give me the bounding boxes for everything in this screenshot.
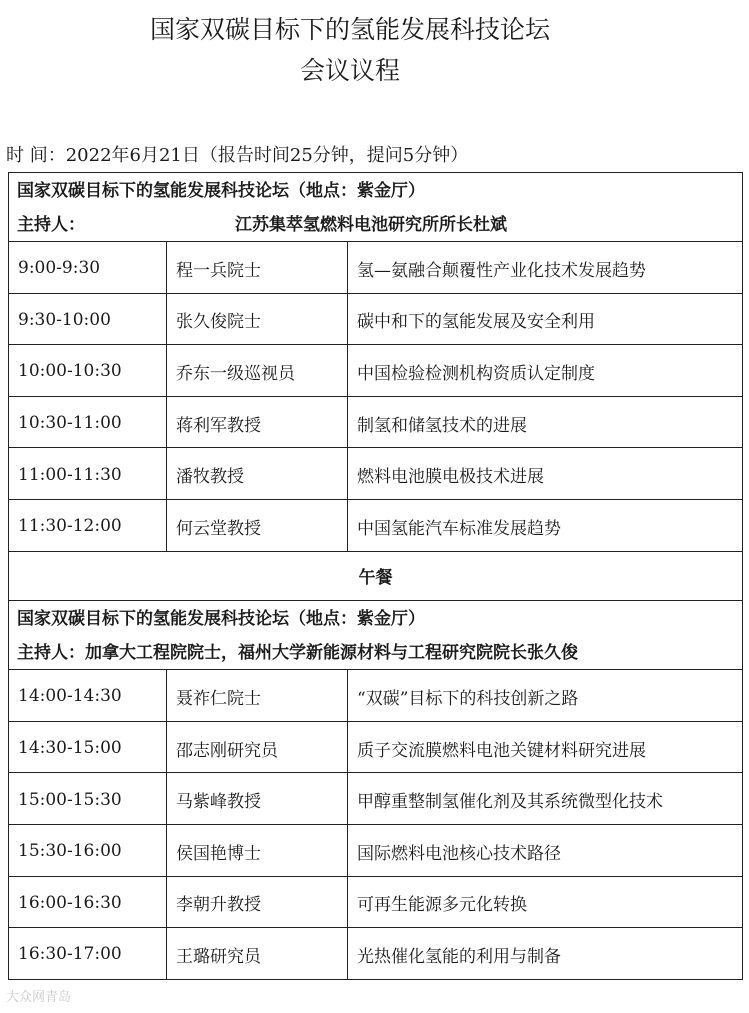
- speaker-name: 乔东一级巡视员: [167, 345, 348, 397]
- talk-topic: 碳中和下的氢能发展及安全利用: [348, 293, 743, 345]
- host-label: 主持人：: [17, 643, 85, 664]
- host-label: 主持人：: [17, 215, 85, 235]
- time-slot: 11:00-11:30: [9, 448, 167, 500]
- page-subtitle: 会议议程: [299, 56, 400, 85]
- time-slot: 10:00-10:30: [9, 345, 167, 397]
- time-slot: 9:00-9:30: [9, 242, 167, 294]
- time-slot: 15:30-16:00: [9, 824, 167, 876]
- speaker-name: 程一兵院士: [167, 242, 348, 294]
- host-name: 江苏集萃氢燃料电池研究所所长杜斌: [235, 215, 507, 235]
- table-row: [9, 448, 743, 500]
- talk-topic: 甲醇重整制氢催化剂及其系统微型化技术: [348, 773, 743, 825]
- time-slot: 9:30-10:00: [9, 293, 167, 345]
- session-header-cell: [9, 601, 743, 670]
- session-header: [9, 173, 743, 242]
- speaker-name: 马紫峰教授: [167, 773, 348, 825]
- table-row: [9, 293, 743, 345]
- page-title: 国家双碳目标下的氢能发展科技论坛: [149, 15, 550, 44]
- time-slot: 16:00-16:30: [9, 876, 167, 928]
- time-slot: 11:30-12:00: [9, 499, 167, 551]
- agenda-table: [8, 172, 743, 980]
- talk-topic: 可再生能源多元化转换: [348, 876, 743, 928]
- speaker-name: 聂祚仁院士: [167, 670, 348, 722]
- session-header-cell: [9, 173, 743, 242]
- speaker-name: 邵志刚研究员: [167, 721, 348, 773]
- table-row: [9, 928, 743, 980]
- lunch-label: 午餐: [9, 551, 743, 601]
- host-line: [17, 637, 742, 669]
- talk-topic: 氢—氨融合颠覆性产业化技术发展趋势: [348, 242, 743, 294]
- table-row: [9, 721, 743, 773]
- forum-title: 国家双碳目标下的氢能发展科技论坛（地点：紫金厅）: [17, 181, 425, 201]
- speaker-name: 何云堂教授: [167, 499, 348, 551]
- table-row: [9, 242, 743, 294]
- time-slot: 15:00-15:30: [9, 773, 167, 825]
- speaker-name: 李朝升教授: [167, 876, 348, 928]
- session-header: [9, 601, 743, 670]
- speaker-name: 侯国艳博士: [167, 824, 348, 876]
- table-row: [9, 670, 743, 722]
- time-slot: 14:00-14:30: [9, 670, 167, 722]
- table-row: [9, 876, 743, 928]
- speaker-name: 王璐研究员: [167, 928, 348, 980]
- talk-topic: 燃料电池膜电极技术进展: [348, 448, 743, 500]
- table-row: [9, 824, 743, 876]
- lunch-row: [9, 551, 743, 601]
- talk-topic: “双碳”目标下的科技创新之路: [348, 670, 743, 722]
- time-slot: 10:30-11:00: [9, 396, 167, 448]
- time-line: 时 间：2022年6月21日（报告时间25分钟，提问5分钟）: [6, 145, 469, 166]
- forum-title: 国家双碳目标下的氢能发展科技论坛（地点：紫金厅）: [17, 609, 425, 630]
- speaker-name: 潘牧教授: [167, 448, 348, 500]
- talk-topic: 国际燃料电池核心技术路径: [348, 824, 743, 876]
- talk-topic: 中国氢能汽车标准发展趋势: [348, 499, 743, 551]
- table-row: [9, 345, 743, 397]
- time-slot: 14:30-15:00: [9, 721, 167, 773]
- table-row: [9, 396, 743, 448]
- time-slot: 16:30-17:00: [9, 928, 167, 980]
- talk-topic: 制氢和储氢技术的进展: [348, 396, 743, 448]
- table-row: [9, 499, 743, 551]
- speaker-name: 蒋利军教授: [167, 396, 348, 448]
- talk-topic: 质子交流膜燃料电池关键材料研究进展: [348, 721, 743, 773]
- speaker-name: 张久俊院士: [167, 293, 348, 345]
- watermark: 大众网青岛: [6, 990, 72, 1005]
- talk-topic: 光热催化氢能的利用与制备: [348, 928, 743, 980]
- table-row: [9, 773, 743, 825]
- talk-topic: 中国检验检测机构资质认定制度: [348, 345, 743, 397]
- host-line: [17, 209, 742, 241]
- host-name: 加拿大工程院院士，福州大学新能源材料与工程研究院院长张久俊: [85, 643, 578, 664]
